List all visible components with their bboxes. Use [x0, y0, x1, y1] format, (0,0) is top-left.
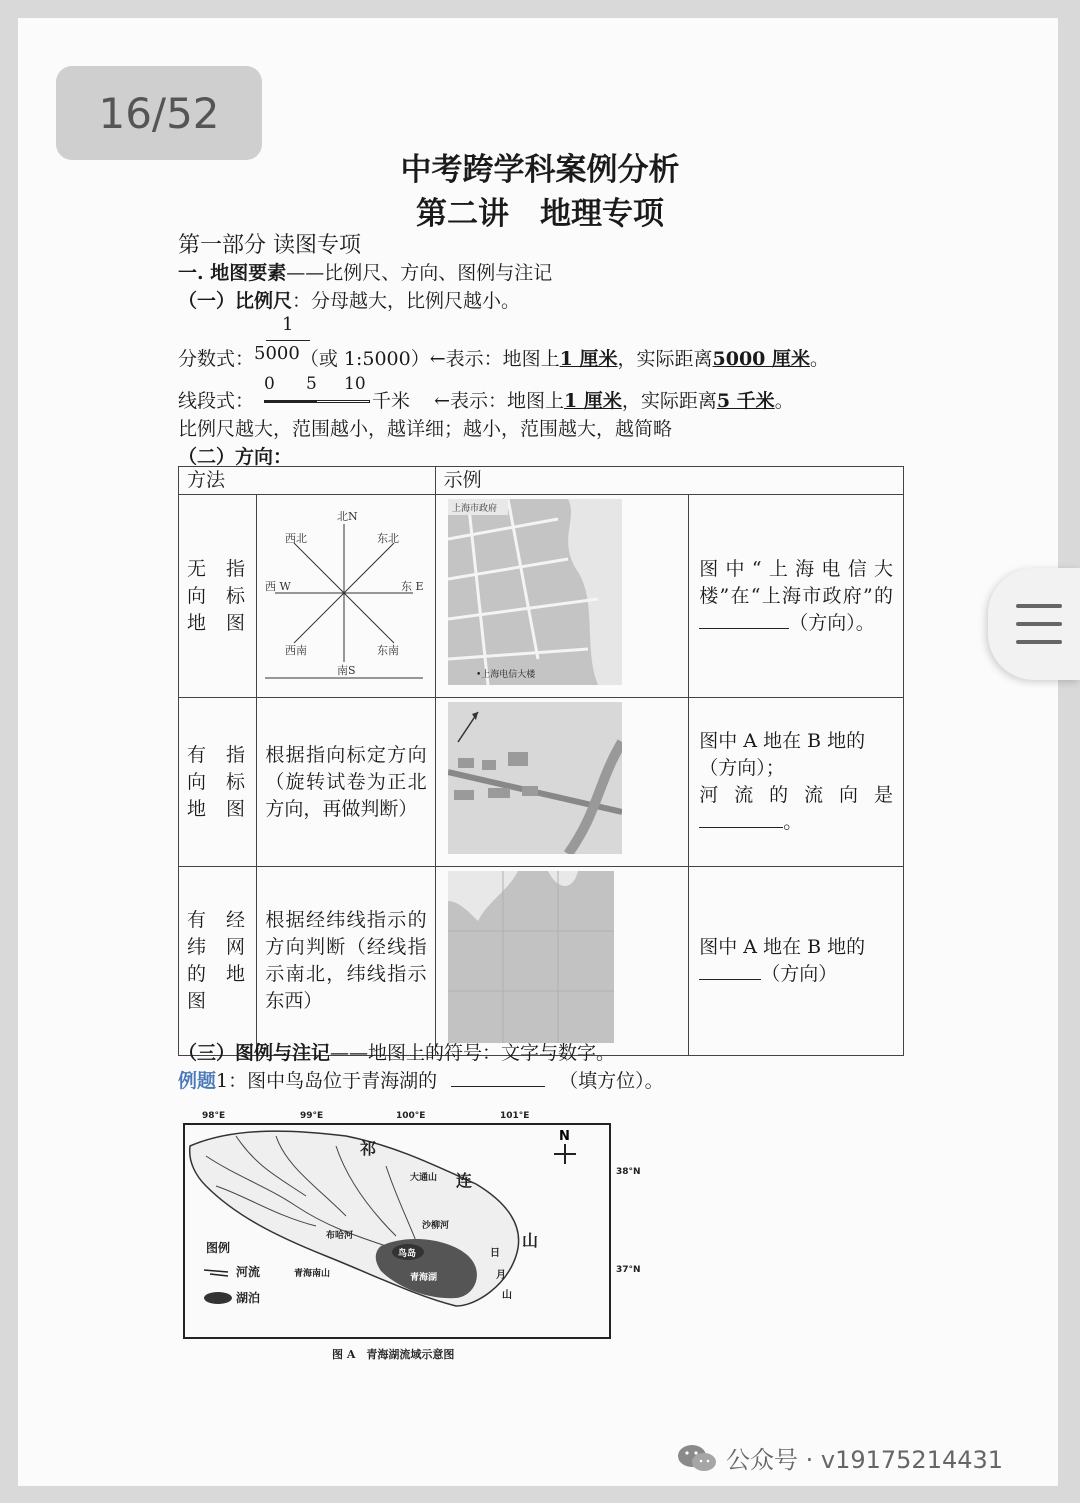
- fraction-line: [178, 344, 829, 371]
- scale-heading: [178, 286, 520, 313]
- line-mid: ，实际距离: [621, 390, 717, 412]
- line-end: 。: [774, 390, 794, 412]
- compass-cell: [257, 495, 435, 698]
- section1-rest: ——比例尺、方向、图例与注记: [286, 262, 553, 284]
- shanghai-map-image: [448, 499, 622, 685]
- map-shaliu: 沙柳河: [422, 1221, 450, 1231]
- line-rest: ←表示：地图上: [434, 390, 564, 412]
- compass-sw: 西南: [285, 644, 308, 657]
- line-scale-text: [372, 386, 794, 413]
- map-nanshan: 青海南山: [294, 1269, 331, 1279]
- fraction-real: 5000 厘米: [712, 348, 810, 370]
- legend-heading-rest: ——地图上的符号：文字与数字。: [330, 1042, 616, 1064]
- example-question: [178, 1066, 664, 1093]
- col-method: 方法: [179, 467, 436, 495]
- fraction-bar: [266, 340, 310, 341]
- svg-text:N: N: [559, 1129, 570, 1144]
- scale-heading-lead: （一）比例尺: [178, 290, 293, 312]
- tick-5: 5: [306, 374, 317, 394]
- doc-title: 中考跨学科案例分析: [400, 152, 680, 188]
- example-end: （填方位）。: [559, 1070, 664, 1092]
- line-unit: 千米: [372, 390, 411, 412]
- map-lian: 连: [456, 1171, 473, 1190]
- menu-button[interactable]: [988, 568, 1080, 680]
- doc-subtitle: 第二讲 地理专项: [416, 196, 664, 232]
- part-heading: 第一部分 读图专项: [178, 233, 361, 258]
- map3-cell: [435, 867, 689, 1056]
- compass-s: 南S: [337, 664, 356, 677]
- map-riyue-2: 月: [496, 1270, 506, 1281]
- compass-se: 东南: [377, 644, 400, 657]
- legend-lake: 湖泊: [236, 1291, 261, 1305]
- map-datong: 大通山: [410, 1173, 438, 1183]
- scale-rule: 比例尺越大，范围越小，越详细；越小，范围越大，越简略: [178, 418, 673, 440]
- map2-cell: [435, 698, 689, 867]
- map-niaodao: 鸟岛: [398, 1249, 417, 1259]
- line-real: 5 千米: [716, 390, 775, 412]
- map1-gov-label: 上海市政府: [451, 504, 497, 514]
- page-counter: 16/52: [56, 66, 262, 160]
- map1-cell: [435, 495, 689, 698]
- qinghai-lake-map: [176, 1106, 656, 1366]
- line-scale-bar: [264, 400, 368, 403]
- direction-heading: （二）方向：: [178, 446, 293, 468]
- map-caption: 图 A 青海湖流域示意图: [332, 1348, 455, 1361]
- compass-ne: 东北: [377, 532, 400, 545]
- fraction-numerator: 1: [282, 314, 294, 335]
- row-type: 无 指 向 标 地图: [179, 495, 257, 698]
- fraction-denominator: 5000: [254, 343, 300, 364]
- fraction-rest: （或 1:5000）←表示：地图上: [299, 348, 560, 370]
- fraction-mid: ，实际距离: [617, 348, 713, 370]
- tick-10: 10: [344, 374, 366, 394]
- watermark: [676, 1440, 1003, 1475]
- row1-question: 图中“上海电信大楼”在“上海市政府”的（方向）。: [689, 495, 904, 698]
- fraction-end: 。: [810, 348, 830, 370]
- compass-n: 北N: [337, 510, 358, 523]
- legend-title: 图例: [206, 1241, 231, 1255]
- map-shan: 山: [522, 1231, 539, 1250]
- fraction-map: 1 厘米: [559, 348, 618, 370]
- legend-heading-lead: （三）图例与注记: [178, 1042, 331, 1064]
- lon-100: 100°E: [396, 1111, 426, 1121]
- menu-icon-bar: [1016, 622, 1062, 626]
- watermark-text: 公众号 · v19175214431: [726, 1446, 1004, 1474]
- lon-98: 98°E: [202, 1111, 226, 1121]
- graticule-map-image: [448, 871, 614, 1043]
- pointer-map-image: [448, 702, 622, 854]
- row3-method: 根据经纬线指示的方向判断（经线指示南北，纬线指示东西）: [257, 867, 435, 1056]
- row3-question: 图中 A 地在 B 地的 （方向）: [689, 867, 904, 1056]
- tick-0: 0: [264, 374, 275, 394]
- fraction-label: 分数式：: [178, 348, 255, 370]
- line-scale-label: 线段式：: [178, 390, 255, 412]
- map-qi: 祁: [360, 1139, 377, 1158]
- row-type: 有 经 纬 网 的 地 图: [179, 867, 257, 1056]
- compass-rose-diagram: [261, 502, 427, 682]
- lon-101: 101°E: [500, 1111, 530, 1121]
- compass-w: 西 W: [265, 580, 292, 593]
- map-buha: 布哈河: [326, 1231, 354, 1241]
- scale-heading-rest: ：分母越大，比例尺越小。: [292, 290, 521, 312]
- row-type: 有 指 向 标 地图: [179, 698, 257, 867]
- map-lake: 青海湖: [410, 1273, 438, 1283]
- compass-e: 东 E: [401, 580, 424, 593]
- section1-heading: [178, 258, 552, 285]
- col-example: 示例: [435, 467, 903, 495]
- section1-lead: 一. 地图要素: [178, 262, 287, 284]
- wechat-icon: [676, 1442, 718, 1474]
- line-map: 1 厘米: [563, 390, 622, 412]
- compass-nw: 西北: [285, 532, 308, 545]
- menu-icon: [1016, 604, 1062, 608]
- row2-question: 图中 A 地在 B 地的（方向）； 河流的流向是。: [689, 698, 904, 867]
- menu-icon-bar: [1016, 640, 1062, 644]
- map1-tel-label: •上海电信大楼: [475, 670, 535, 680]
- lat-38: 38°N: [616, 1167, 641, 1177]
- legend-heading: [178, 1038, 615, 1065]
- example-label: 例题: [178, 1070, 217, 1092]
- lon-99: 99°E: [300, 1111, 324, 1121]
- map-riyue-3: 山: [502, 1290, 512, 1301]
- example-text: 1：图中鸟岛位于青海湖的: [216, 1070, 438, 1092]
- map-riyue-1: 日: [490, 1248, 500, 1259]
- row2-method: 根据指向标定方向（旋转试卷为正北方向，再做判断）: [257, 698, 435, 867]
- direction-table: [178, 466, 904, 1056]
- legend-river: 河流: [236, 1265, 261, 1279]
- lat-37: 37°N: [616, 1265, 641, 1275]
